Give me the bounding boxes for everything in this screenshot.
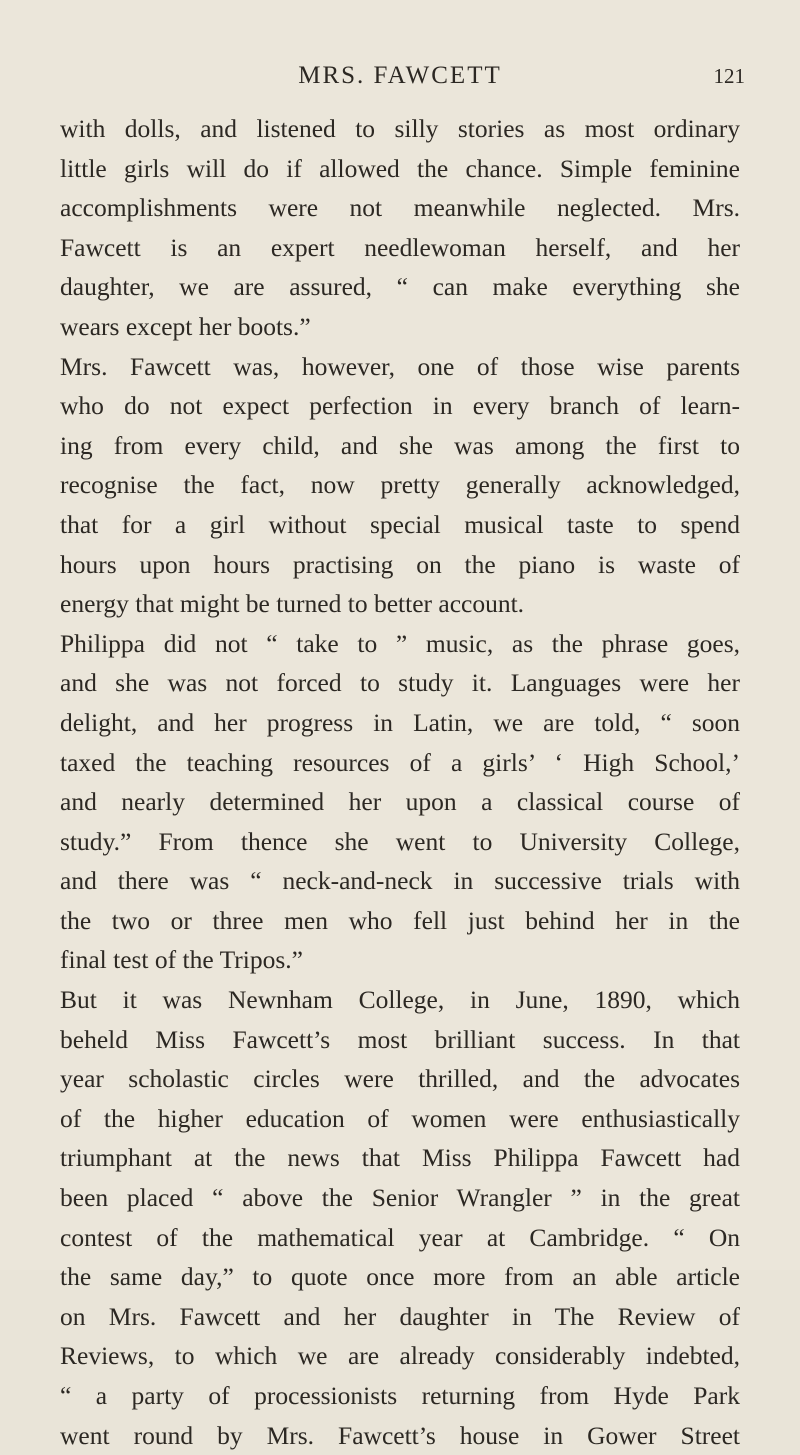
text-line: hours upon hours practising on the piano is waste of	[60, 549, 740, 579]
text-line: delight, and her progress in Latin, we are told, “ soon	[60, 707, 740, 737]
text-line: year scholastic circles were thrilled, and the advocates	[60, 1064, 740, 1094]
text-line: “ a party of processionists returning from Hyde Park	[60, 1381, 740, 1410]
text-line: little girls will do if allowed the chance. Simple feminine	[60, 153, 740, 183]
text-line: Mrs. Fawcett was, however, one of those wise parents	[60, 351, 740, 381]
text-line: contest of the mathematical year at Cambridge. “ On	[60, 1222, 740, 1252]
text-line: Fawcett is an expert needlewoman herself, and her	[60, 232, 740, 262]
text-line: wears except her boots.”	[60, 311, 311, 341]
text-line: daughter, we are assured, “ can make everything she	[60, 272, 740, 302]
text-line: Philippa did not “ take to ” music, as the phrase goes,	[60, 628, 740, 658]
text-line: and nearly determined her upon a classical course of	[60, 787, 740, 817]
text-line: on Mrs. Fawcett and her daughter in The Review of	[60, 1301, 740, 1331]
page-number: 121	[713, 64, 745, 88]
text-line: ing from every child, and she was among the first to	[60, 430, 740, 460]
running-title: MRS. FAWCETT	[298, 62, 502, 89]
text-line: study.” From thence she went to University College,	[60, 826, 740, 856]
text-line: beheld Miss Fawcett’s most brilliant success. In that	[60, 1024, 740, 1054]
text-line: energy that might be turned to better account.	[60, 589, 525, 619]
text-line: that for a girl without special musical taste to spend	[60, 509, 740, 539]
text-line: triumphant at the news that Miss Philippa Fawcett had	[60, 1143, 740, 1173]
text-line: Reviews, to which we are already considerably indebted,	[60, 1341, 740, 1371]
text-line: and she was not forced to study it. Languages were her	[60, 668, 740, 698]
body-text	[60, 109, 740, 1455]
text-line: taxed the teaching resources of a girls’ ‘ High School,’	[60, 747, 740, 777]
text-line: the two or three men who fell just behind her in the	[60, 905, 740, 935]
text-line: recognise the fact, now pretty generally acknowledged,	[60, 470, 740, 500]
text-line: the same day,” to quote once more from an able article	[60, 1262, 740, 1292]
text-line: and there was “ neck-and-neck in successive trials with	[60, 866, 740, 896]
text-line: with dolls, and listened to silly stories as most ordinary	[60, 114, 740, 143]
text-line: who do not expect perfection in every branch of learn-	[60, 391, 740, 421]
text-line: been placed “ above the Senior Wrangler ” in the great	[60, 1183, 740, 1213]
text-line: accomplishments were not meanwhile neglected. Mrs.	[60, 193, 740, 223]
text-line: went round by Mrs. Fawcett’s house in Gower Street	[60, 1420, 740, 1450]
text-line: final test of the Tripos.”	[60, 945, 303, 975]
text-line: of the higher education of women were enthusiastically	[60, 1103, 740, 1133]
text-line: But it was Newnham College, in June, 1890, which	[60, 985, 740, 1015]
running-head	[0, 62, 800, 92]
